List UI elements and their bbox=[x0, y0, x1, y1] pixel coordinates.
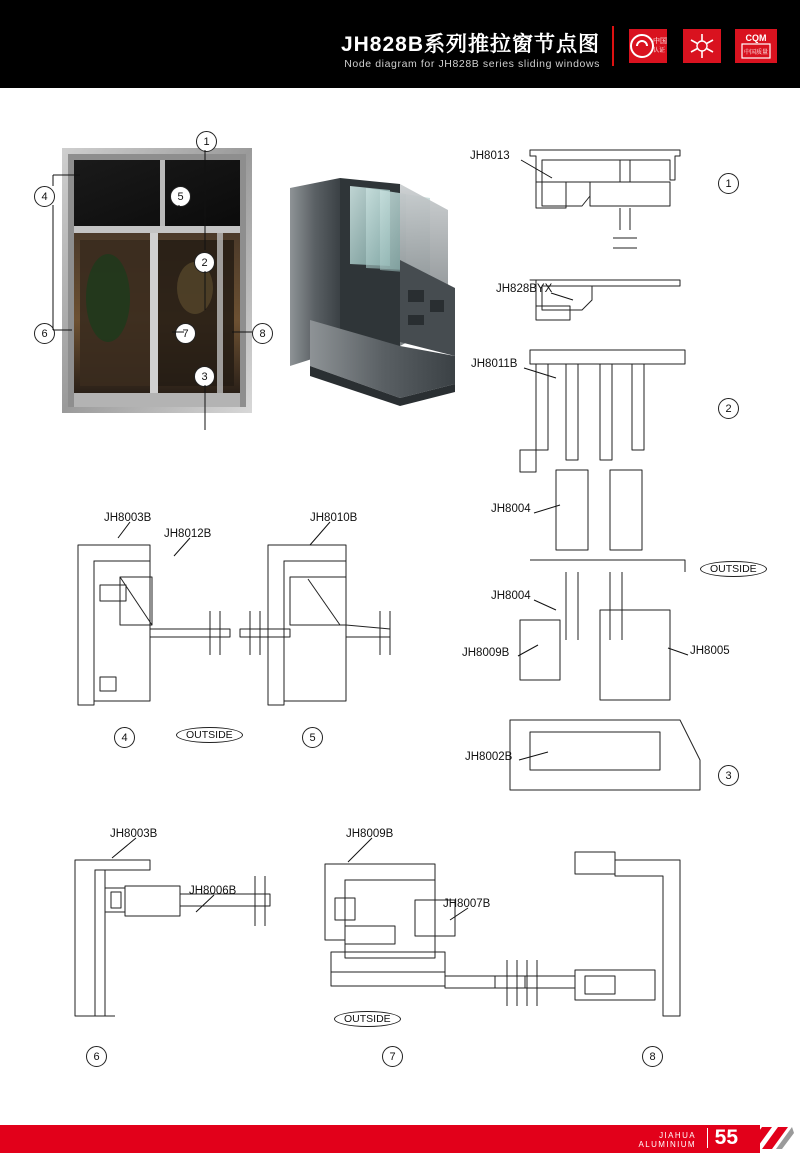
sliding-window-photo bbox=[62, 148, 252, 413]
gb-certification-icon bbox=[626, 28, 670, 64]
callout-detail-4: 4 bbox=[114, 727, 135, 748]
callout-detail-5: 5 bbox=[302, 727, 323, 748]
label-jh8005: JH8005 bbox=[690, 645, 730, 657]
page-header bbox=[0, 0, 800, 88]
callout-detail-3: 3 bbox=[718, 765, 739, 786]
title-divider bbox=[612, 26, 614, 66]
callout-detail-8: 8 bbox=[642, 1046, 663, 1067]
label-jh8002b: JH8002B bbox=[465, 751, 513, 763]
label-jh8003b-bottom: JH8003B bbox=[110, 828, 158, 840]
callout-detail-2: 2 bbox=[718, 398, 739, 419]
certification-badges bbox=[626, 28, 778, 64]
outside-label-bottom: OUTSIDE bbox=[334, 1011, 401, 1027]
label-jh8004-a: JH8004 bbox=[491, 503, 531, 515]
label-jh8010b: JH8010B bbox=[310, 512, 358, 524]
svg-text:中国: 中国 bbox=[653, 38, 667, 45]
callout-window-4: 4 bbox=[34, 186, 55, 207]
callout-detail-1: 1 bbox=[718, 173, 739, 194]
label-jh8007b: JH8007B bbox=[443, 898, 491, 910]
svg-text:CQM: CQM bbox=[745, 33, 767, 43]
aluminium-profile-3d-render bbox=[280, 170, 470, 410]
label-jh8012b: JH8012B bbox=[164, 528, 212, 540]
outside-label-right: OUTSIDE bbox=[700, 561, 767, 577]
callout-detail-7: 7 bbox=[382, 1046, 403, 1067]
outside-label-middle: OUTSIDE bbox=[176, 727, 243, 743]
label-jh8003b-middle: JH8003B bbox=[104, 512, 152, 524]
callout-window-2: 2 bbox=[194, 252, 215, 273]
label-jh8009b-right: JH8009B bbox=[462, 647, 510, 659]
footer-brand-line2: ALUMINIUM bbox=[638, 1140, 696, 1149]
label-jh8011b: JH8011B bbox=[471, 358, 518, 370]
label-jh8004-b: JH8004 bbox=[491, 590, 531, 602]
callout-window-7: 7 bbox=[175, 323, 196, 344]
label-jh8006b: JH8006B bbox=[189, 885, 237, 897]
bottom-row-node-drawings bbox=[55, 840, 755, 1040]
svg-text:中国质量: 中国质量 bbox=[743, 50, 769, 56]
label-jh828byx: JH828BYX bbox=[496, 283, 553, 295]
page-footer bbox=[0, 1109, 800, 1167]
page-title-en: Node diagram for JH828B series sliding windows bbox=[344, 58, 600, 70]
label-jh8013: JH8013 bbox=[470, 150, 510, 162]
callout-detail-6: 6 bbox=[86, 1046, 107, 1067]
middle-row-node-drawings bbox=[60, 525, 460, 740]
footer-brand-line1: JIAHUA bbox=[659, 1131, 696, 1140]
callout-window-6: 6 bbox=[34, 323, 55, 344]
jiahua-logo-icon bbox=[742, 1123, 794, 1153]
footer-divider bbox=[707, 1128, 708, 1148]
page-number: 55 bbox=[714, 1126, 738, 1149]
callout-window-3: 3 bbox=[194, 366, 215, 387]
right-column-node-drawings bbox=[470, 120, 790, 820]
label-jh8009b-bottom: JH8009B bbox=[346, 828, 394, 840]
snowflake-certification-icon bbox=[680, 28, 724, 64]
cqm-certification-icon bbox=[734, 28, 778, 64]
page-title-cn: JH828B系列推拉窗节点图 bbox=[340, 33, 600, 56]
callout-window-1: 1 bbox=[196, 131, 217, 152]
svg-text:认证: 认证 bbox=[653, 48, 666, 54]
callout-window-5: 5 bbox=[170, 186, 191, 207]
callout-window-8: 8 bbox=[252, 323, 273, 344]
footer-brand bbox=[639, 1131, 697, 1149]
